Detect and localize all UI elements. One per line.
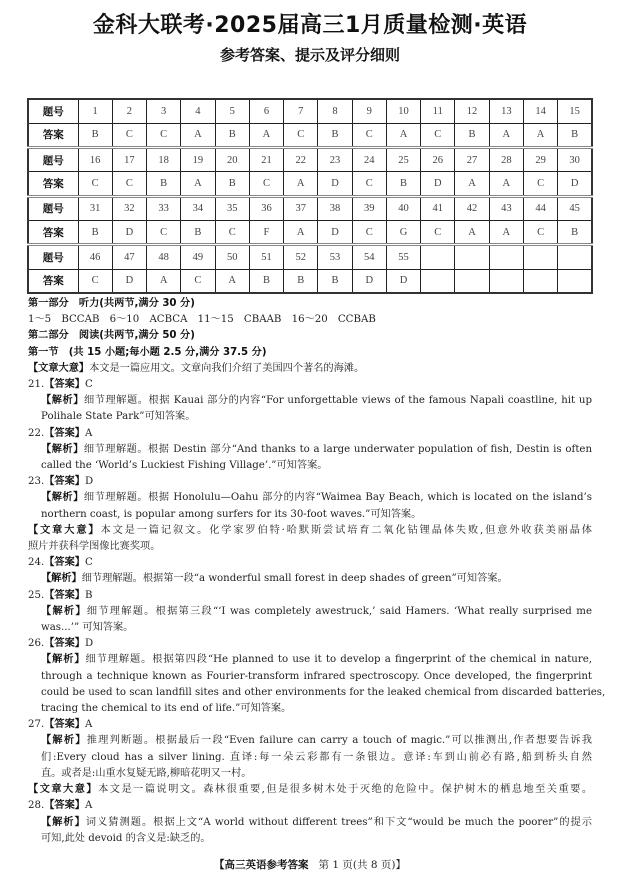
answer-cell: A [215,269,249,293]
question-number-cell: 37 [284,196,318,220]
question-number-cell: 14 [523,99,557,123]
question-number-cell: 7 [284,99,318,123]
part2-heading: 第二部分 阅读(共两节,满分 50 分) [28,330,195,342]
footer-title: 【高三英语参考答案 [214,859,309,871]
question-number-row [28,148,592,172]
answer-cell [421,269,455,293]
question-number-cell: 40 [386,196,420,220]
q27-explanation-l1: 【解析】推理判断题。根据最后一段“Even failure can carry a touch of magic.”可以推测出,作者想要告诉我 [41,735,592,747]
answer-cell: C [181,269,215,293]
answer-cell: A [455,172,489,196]
q26-explanation-l2: through a technique known as Fourier-transform infrared spectroscopy. Once developed, the fingerprint [41,670,592,682]
passage-summary: 【文章大意】本文是一篇记叙文。化学家罗伯特·哈默斯尝试培育二氧化钴锂晶体失败,但意外收获美丽晶体 [28,524,592,536]
question-number-cell: 10 [386,99,420,123]
answer-cell: A [489,123,523,147]
row-label-answer: 答案 [28,220,78,244]
answer-cell: B [215,172,249,196]
answer-cell: C [284,123,318,147]
question-number-cell: 8 [318,99,352,123]
q25-answer: 25.【答案】B [28,589,93,601]
question-number-cell: 36 [249,196,283,220]
answer-cell: F [249,220,283,244]
question-number-cell: 48 [147,245,181,269]
answer-cell: C [421,123,455,147]
question-number-cell: 29 [523,148,557,172]
page-title: 金科大联考·2025届高三1月质量检测·英语 [92,13,528,38]
answer-cell: C [78,269,112,293]
question-number-cell [455,245,489,269]
row-label-answer: 答案 [28,123,78,147]
answer-cell: B [386,172,420,196]
passage-summary: 【文章大意】本文是一篇应用文。文章向我们介绍了美国四个著名的海滩。 [28,362,365,374]
answer-cell: G [386,220,420,244]
answer-cell: C [249,172,283,196]
answer-cell: B [181,220,215,244]
row-label-question: 题号 [28,245,78,269]
answer-cell: A [523,123,557,147]
question-number-cell: 5 [215,99,249,123]
question-number-cell: 45 [558,196,592,220]
answer-cell: D [386,269,420,293]
question-number-cell: 44 [523,196,557,220]
question-number-cell: 55 [386,245,420,269]
q24-explanation-l1: 【解析】细节理解题。根据第一段“a wonderful small forest in deep shades of green”可知答案。 [41,573,508,585]
row-label-question: 题号 [28,99,78,123]
question-number-cell [558,245,592,269]
answer-cell: C [352,172,386,196]
answer-cell: B [147,172,181,196]
question-number-cell: 16 [78,148,112,172]
q25-explanation-l2: was...’” 可知答案。 [41,622,134,634]
question-number-cell: 9 [352,99,386,123]
answer-cell: C [421,220,455,244]
question-number-cell: 21 [249,148,283,172]
q23-explanation-l1: 【解析】细节理解题。根据 Honolulu—Oahu 部分的内容“Waimea Bay Beach, which is located on the island’s [41,492,593,504]
answer-cell: B [558,123,592,147]
question-number-cell: 17 [112,148,146,172]
page-footer [0,857,620,872]
passage-summary: 【文章大意】本文是一篇说明文。森林很重要,但是很多树木处于灭绝的危险中。保护树木的栖息地至关重要。 [28,784,593,796]
q23-explanation-l2: northern coast, is popular among surfers for its 30-foot waves.”可知答案。 [41,508,422,520]
question-number-cell: 43 [489,196,523,220]
q24-answer: 24.【答案】C [28,557,93,569]
answer-cell: A [181,172,215,196]
question-number-cell: 1 [78,99,112,123]
answer-cell: B [318,123,352,147]
answer-cell: D [558,172,592,196]
question-number-cell: 23 [318,148,352,172]
passage-summary-l2: 照片并获科学图像比赛奖项。 [28,541,161,553]
row-label-answer: 答案 [28,269,78,293]
question-number-cell [421,245,455,269]
answer-cell: B [284,269,318,293]
question-number-cell: 28 [489,148,523,172]
answer-row [28,269,592,293]
answer-cell: B [249,269,283,293]
answer-cell: A [386,123,420,147]
q26-explanation-l4: tracing the chemical to its end of life.”可知答案。 [41,703,292,715]
answer-cell: B [318,269,352,293]
question-number-cell: 31 [78,196,112,220]
question-number-cell [523,245,557,269]
question-number-cell: 15 [558,99,592,123]
answer-cell: A [147,269,181,293]
part2-section1-heading: 第一节 (共 15 小题;每小题 2.5 分,满分 37.5 分) [28,346,267,358]
question-number-cell: 27 [455,148,489,172]
answer-cell: B [78,220,112,244]
question-number-cell: 11 [421,99,455,123]
row-label-answer: 答案 [28,172,78,196]
question-number-cell: 13 [489,99,523,123]
question-number-cell: 6 [249,99,283,123]
answer-cell: A [181,123,215,147]
answer-cell: C [523,220,557,244]
question-number-cell: 52 [284,245,318,269]
q25-explanation-l1: 【解析】细节理解题。根据第三段“‘I was completely awestruck,’ said Hamers. ‘What really surprised me [41,605,592,617]
question-number-cell: 41 [421,196,455,220]
question-number-row [28,99,592,123]
question-number-cell: 38 [318,196,352,220]
question-number-cell: 51 [249,245,283,269]
answer-cell: A [284,220,318,244]
part1-heading: 第一部分 听力(共两节,满分 30 分) [28,298,195,309]
answer-table [27,98,593,294]
answer-explanations [28,296,606,847]
q27-answer: 27.【答案】A [28,719,93,731]
question-number-cell: 18 [147,148,181,172]
question-number-row [28,245,592,269]
question-number-cell: 24 [352,148,386,172]
question-number-cell: 47 [112,245,146,269]
question-number-cell: 22 [284,148,318,172]
answer-cell: D [421,172,455,196]
question-number-cell: 39 [352,196,386,220]
answer-cell: D [112,269,146,293]
question-number-cell: 12 [455,99,489,123]
question-number-cell: 35 [215,196,249,220]
question-number-cell: 25 [386,148,420,172]
question-number-cell: 50 [215,245,249,269]
answer-cell: A [284,172,318,196]
question-number-cell: 3 [147,99,181,123]
q26-explanation-l3: could be used to scan landfill sites and other environments for the leaked chemical from discarded batteries, [41,686,606,698]
q22-answer: 22.【答案】A [28,427,93,439]
answer-cell: C [112,172,146,196]
answer-cell: B [215,123,249,147]
question-number-cell: 46 [78,245,112,269]
question-number-cell: 54 [352,245,386,269]
q26-explanation-l1: 【解析】细节理解题。根据第四段“He planned to use it to develop a fingerprint of the chemical in nature, [41,654,593,666]
answer-cell: B [78,123,112,147]
part1-answers: 1～5 BCCAB 6～10 ACBCA 11～15 CBAAB 16～20 CCBAB [28,314,376,326]
answer-cell: C [523,172,557,196]
q27-explanation-l3: 直。或者是:山重水复疑无路,柳暗花明又一村。 [41,767,252,779]
answer-cell: B [558,220,592,244]
answer-cell: C [147,123,181,147]
footer-page-number: 第 1 页(共 8 页)】 [318,859,406,871]
answer-cell: D [352,269,386,293]
answer-row [28,172,592,196]
page-subtitle: 参考答案、提示及评分细则 [219,46,400,64]
question-number-cell: 33 [147,196,181,220]
question-number-cell: 42 [455,196,489,220]
q27-explanation-l2: 们:Every cloud has a silver lining. 直译:每一朵云彩都有一条银边。意译:车到山前必有路,船到桥头自然 [41,751,592,763]
q28-explanation-l1: 【解析】词义猜测题。根据上文“A world without different trees”和下文“would be much the poorer”的提示 [41,816,592,828]
question-number-cell: 30 [558,148,592,172]
q21-explanation-l1: 【解析】细节理解题。根据 Kauai 部分的内容“For unforgettable views of the famous Napali coastline, hit up [41,395,593,407]
q28-explanation-l2: 可知,此处 devoid 的含义是:缺乏的。 [41,832,211,844]
question-number-row [28,196,592,220]
answer-cell: C [215,220,249,244]
answer-cell: A [455,220,489,244]
answer-cell: A [489,172,523,196]
answer-cell: C [352,123,386,147]
answer-cell: A [249,123,283,147]
answer-cell: D [318,172,352,196]
answer-cell [523,269,557,293]
question-number-cell: 32 [112,196,146,220]
q23-answer: 23.【答案】D [28,476,94,488]
question-number-cell: 4 [181,99,215,123]
answer-row [28,220,592,244]
answer-cell [489,269,523,293]
q26-answer: 26.【答案】D [28,638,94,650]
answer-cell: C [147,220,181,244]
question-number-cell: 19 [181,148,215,172]
answer-cell: C [78,172,112,196]
question-number-cell: 49 [181,245,215,269]
q28-answer: 28.【答案】A [28,800,93,812]
question-number-cell: 53 [318,245,352,269]
answer-cell: C [352,220,386,244]
answer-cell [558,269,592,293]
row-label-question: 题号 [28,148,78,172]
question-number-cell [489,245,523,269]
q22-explanation-l2: called the ‘World’s Luckiest Fishing Village’.”可知答案。 [41,460,328,472]
answer-cell: D [112,220,146,244]
question-number-cell: 26 [421,148,455,172]
q21-answer: 21.【答案】C [28,379,93,391]
answer-cell [455,269,489,293]
q21-explanation-l2: Polihale State Park”可知答案。 [41,411,196,423]
answer-cell: A [489,220,523,244]
answer-cell: B [455,123,489,147]
answer-cell: D [318,220,352,244]
answer-cell: C [112,123,146,147]
answer-row [28,123,592,147]
question-number-cell: 20 [215,148,249,172]
row-label-question: 题号 [28,196,78,220]
question-number-cell: 2 [112,99,146,123]
q22-explanation-l1: 【解析】细节理解题。根据 Destin 部分“And thanks to a large underwater population of fish, Destin is often [41,443,593,455]
question-number-cell: 34 [181,196,215,220]
